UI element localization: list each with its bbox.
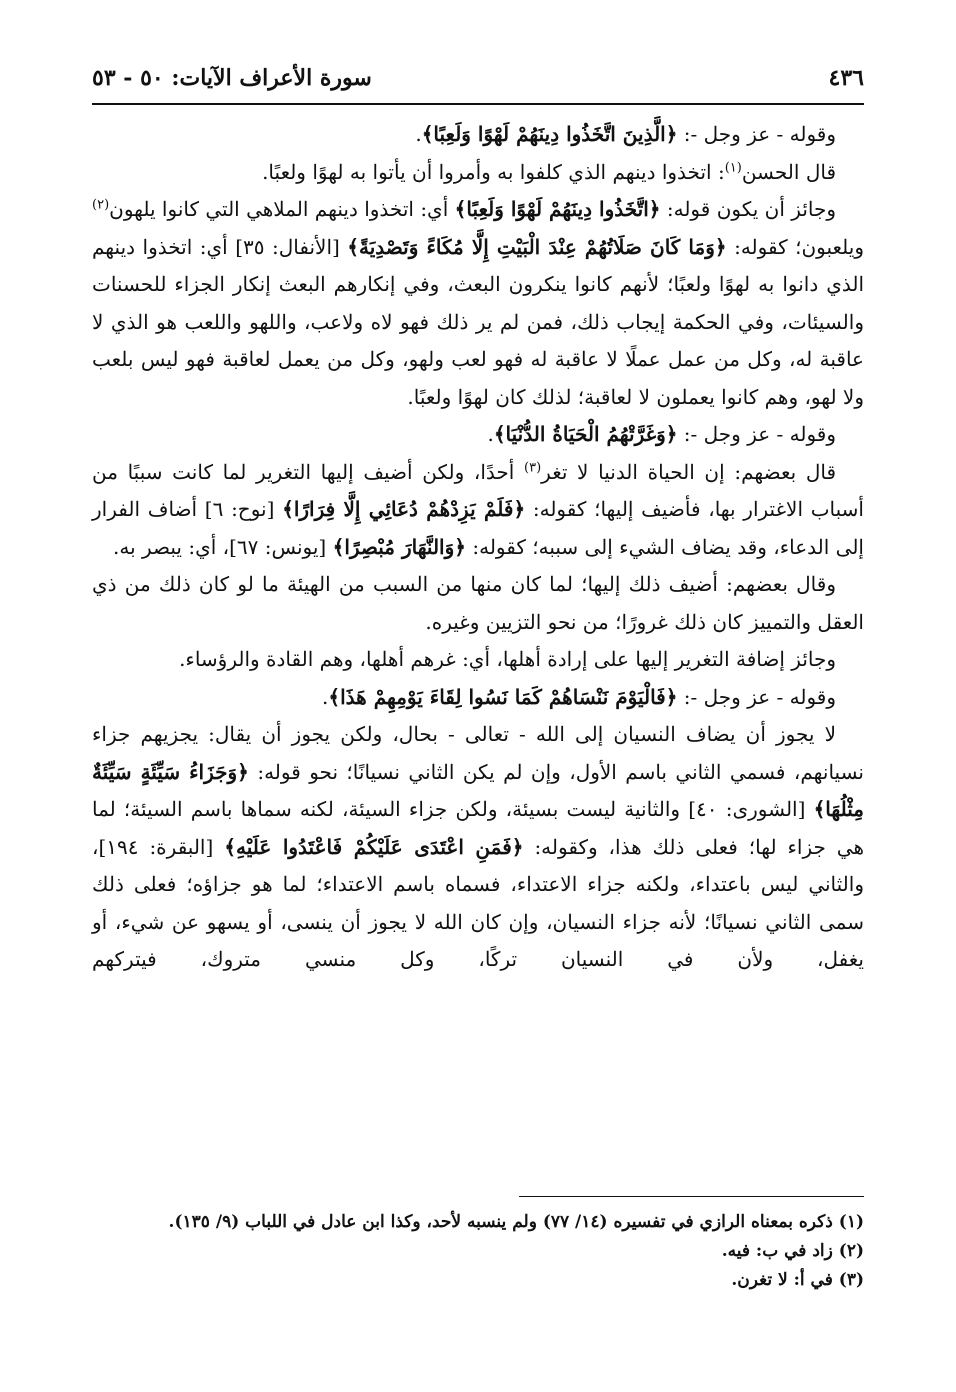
paragraph: وجائز أن يكون قوله: ﴿اتَّخَذُوا دِينَهُمْ لَهْوًا وَلَعِبًا﴾ أي: اتخذوا دينهم الملاهي التي كانوا يلهون$^{(٢)}$ ويلعبون؛ كقوله: ﴿وَمَا كَانَ صَلَاتُهُمْ عِنْدَ الْبَيْتِ إِلَّا مُكَاءً وَتَصْدِيَةً﴾ [الأنفال: ٣٥] أي: اتخذوا دينهم الذي دانوا به لهوًا ولعبًا؛ لأنهم كانوا ينكرون البعث، وفي إنكارهم البعث إنكار الجزاء للحسنات والسيئات، وفي الحكمة إيجاب ذلك، فمن لم ير ذلك فهو لاه ولاعب، واللهو واللعب هو الذي لا عاقبة له، وكل من عمل عملًا لا عاقبة له فهو لعب ولهو، وكل من يعمل لعاقبة فهو ليس بلعب ولا لهو، وهم كانوا يعملون لا لعاقبة؛ لذلك كان لهوًا ولعبًا. (92, 197, 865, 409)
quran-quote: ﴿اتَّخَذُوا دِينَهُمْ لَهْوًا وَلَعِبًا﴾ (454, 197, 661, 221)
footnote-ref: (٣) (524, 459, 542, 475)
footnote-ref: (١) (724, 159, 742, 175)
header-title: سورة الأعراف الآيات: ٥٠ - ٥٣ (92, 65, 372, 91)
paragraph: لا يجوز أن يضاف النسيان إلى الله - تعالى - بحال، ولكن يجوز أن يقال: يجزيهم جزاء نسيانهم، فسمي الثاني باسم الأول، وإن لم يكن الثاني نسيانًا؛ نحو قوله: ﴿وَجَزَاءُ سَيِّئَةٍ سَيِّئَةٌ مِثْلُهَا﴾ [الشورى: ٤٠] والثانية ليست بسيئة، ولكن جزاء السيئة، لكنه سماها باسم السيئة؛ لما هي جزاء لها؛ فعلى ذلك هذا، وكقوله: ﴿فَمَنِ اعْتَدَى عَلَيْكُمْ فَاعْتَدُوا عَلَيْهِ﴾ [البقرة: ١٩٤]، والثاني ليس باعتداء، ولكنه جزاء الاعتداء، فسماه باسم الاعتداء؛ لما هو جزاؤه؛ فعلى ذلك سمى الثاني نسيانًا؛ لأنه جزاء النسيان، وإن كان الله لا يجوز أن ينسى، أو يسهو عن شيء، أو يغفل، ولأن في النسيان تركًا، وكل منسي متروك، فيتركهم (92, 722, 865, 971)
quran-quote: ﴿فَالْيَوْمَ نَنْسَاهُمْ كَمَا نَسُوا لِقَاءَ يَوْمِهِمْ هَذَا﴾ (328, 684, 678, 709)
paragraph: وقال بعضهم: أضيف ذلك إليها؛ لما كان منها من السبب من الهيئة ما لو كان ذلك من ذي العقل والتمييز كان ذلك غرورًا؛ من نحو التزيين وغيره. (92, 572, 864, 634)
footnote: (٢) زاد في ب: فيه. (721, 1241, 864, 1261)
quran-quote: ﴿الَّذِينَ اتَّخَذُوا دِينَهُمْ لَهْوًا وَلَعِبًا﴾ (421, 122, 678, 146)
footnote: (١) ذكره بمعناه الرازي في تفسيره (١٤/ ٧٧) ولم ينسبه لأحد، وكذا ابن عادل في اللباب (٩/ ١٣٥). (168, 1212, 864, 1232)
header-divider (92, 103, 864, 105)
running-header (92, 58, 864, 98)
quran-quote: ﴿فَلَمْ يَزِدْهُمْ دُعَائِي إِلَّا فِرَارًا﴾ (282, 497, 526, 521)
footnotes (92, 1208, 864, 1295)
page-number: ٤٣٦ (828, 65, 864, 91)
quran-quote: ﴿وَالنَّهَارَ مُبْصِرًا﴾ (332, 534, 466, 559)
quran-quote: ﴿فَمَنِ اعْتَدَى عَلَيْكُمْ فَاعْتَدُوا عَلَيْهِ﴾ (224, 834, 524, 859)
paragraph: وقوله - عز وجل -: ﴿وَغَرَّتْهُمُ الْحَيَاةُ الدُّنْيَا﴾. (487, 422, 836, 446)
paragraph: وجائز إضافة التغرير إليها على إرادة أهلها، أي: غرهم أهلها، وهم القادة والرؤساء. (179, 647, 836, 671)
paragraph: قال بعضهم: إن الحياة الدنيا لا تغر$^{(٣)}$ أحدًا، ولكن أضيف إليها التغرير لما كانت سببًا من أسباب الاغترار بها، فأضيف إليها؛ كقوله: ﴿فَلَمْ يَزِدْهُمْ دُعَائِي إِلَّا فِرَارًا﴾ [نوح: ٦] أضاف الفرار إلى الدعاء، وقد يضاف الشيء إلى سببه؛ كقوله: ﴿وَالنَّهَارَ مُبْصِرًا﴾ [يونس: ٦٧]، أي: يبصر به. (92, 459, 864, 559)
paragraph: قال الحسن$^{(١)}$: اتخذوا دينهم الذي كلفوا به وأمروا أن يأتوا به لهوًا ولعبًا. (262, 159, 836, 184)
quran-quote: ﴿وَمَا كَانَ صَلَاتُهُمْ عِنْدَ الْبَيْتِ إِلَّا مُكَاءً وَتَصْدِيَةً﴾ (347, 234, 727, 259)
footnote-divider (519, 1196, 864, 1197)
footnote-ref: (٢) (92, 197, 110, 213)
quran-quote: ﴿وَجَزَاءُ سَيِّئَةٍ سَيِّئَةٌ مِثْلُهَا﴾ (92, 759, 864, 821)
paragraph: وقوله - عز وجل -: ﴿الَّذِينَ اتَّخَذُوا دِينَهُمْ لَهْوًا وَلَعِبًا﴾. (415, 122, 836, 146)
footnote: (٣) في أ: لا تغرن. (731, 1270, 864, 1290)
paragraph: وقوله - عز وجل -: ﴿فَالْيَوْمَ نَنْسَاهُمْ كَمَا نَسُوا لِقَاءَ يَوْمِهِمْ هَذَا﴾. (322, 684, 836, 709)
quran-quote: ﴿وَغَرَّتْهُمُ الْحَيَاةُ الدُّنْيَا﴾ (493, 422, 678, 446)
main-text (92, 116, 864, 979)
